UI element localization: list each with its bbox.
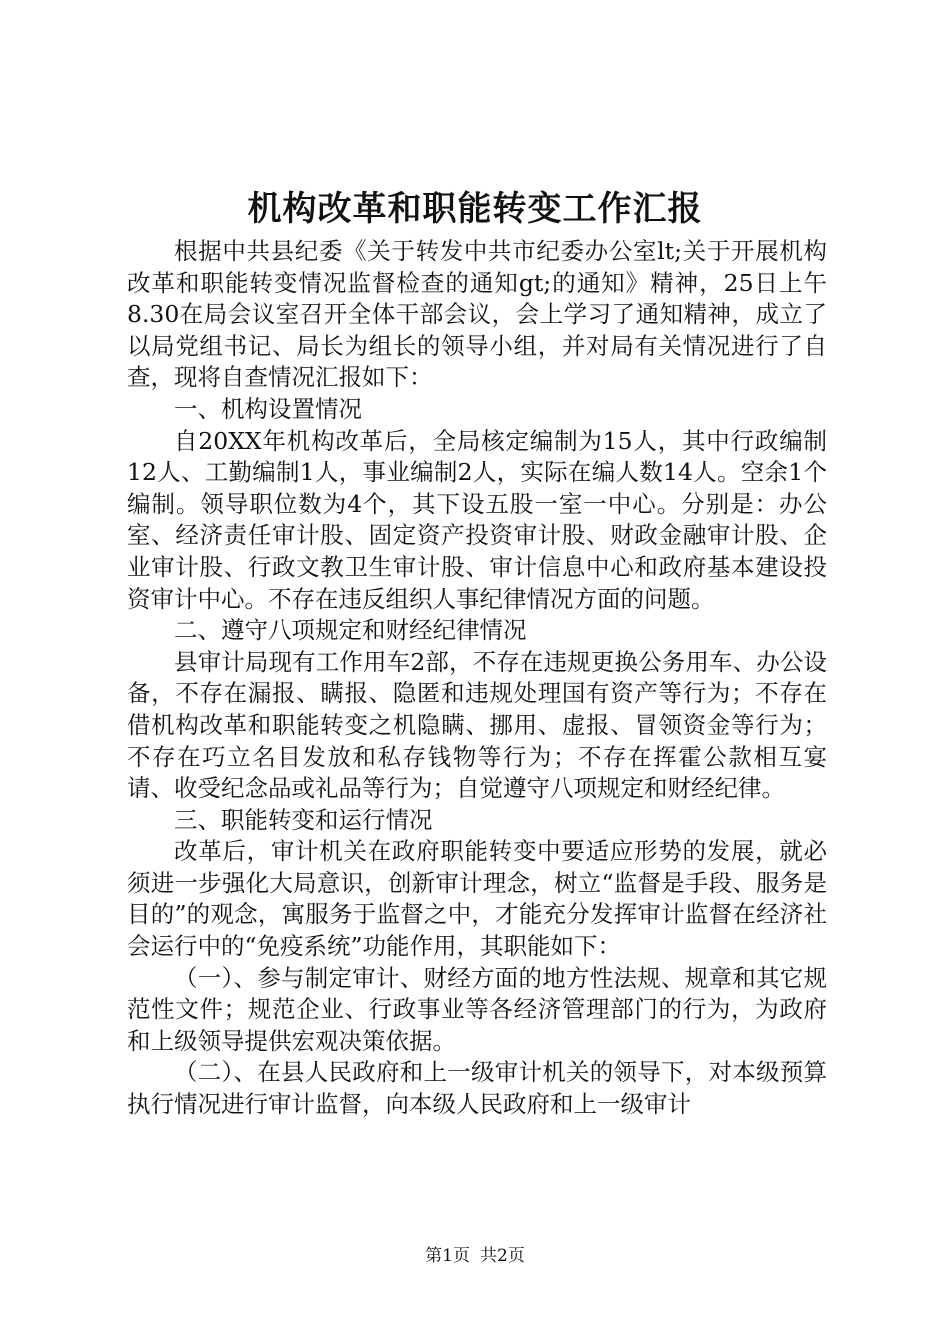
section-2-paragraph: 县审计局现有工作用车2部，不存在违规更换公务用车、办公设备，不存在漏报、瞒报、隐匿和违规处理国有资产等行为；不存在借机构改革和职能转变之机隐瞒、挪用、虚报、冒领资金等行为；不存在巧立名目发放和私存钱物等行为；不存在挥霍公款相互宴请、收受纪念品或礼品等行为；自觉遵守八项规定和财经纪律。	[127, 647, 827, 803]
page-number: 第1页	[425, 1246, 470, 1266]
section-heading-1: 一、机构设置情况	[174, 394, 362, 423]
section-heading-3: 三、职能转变和运行情况	[174, 805, 433, 834]
intro-paragraph: 根据中共县纪委《关于转发中共市纪委办公室lt;关于开展机构改革和职能转变情况监督检查的通知gt;的通知》精神，25日上午8.30在局会议室召开全体干部会议，会上学习了通知精神，成立了以局党组书记、局长为组长的领导小组，并对局有关情况进行了自查，现将自查情况汇报如下：	[127, 237, 827, 392]
function-item-2: （二）、在县人民政府和上一级审计机关的领导下，对本级预算执行情况进行审计监督，向本级人民政府和上一级审计	[127, 1058, 827, 1119]
document-title: 机构改革和职能转变工作汇报	[247, 189, 703, 229]
function-item-1: （一）、参与制定审计、财经方面的地方性法规、规章和其它规范性文件；规范企业、行政事业等各经济管理部门的行为，为政府和上级领导提供宏观决策依据。	[127, 963, 827, 1055]
document-body	[127, 236, 827, 1121]
page-footer	[0, 1244, 950, 1268]
section-3-paragraph: 改革后，审计机关在政府职能转变中要适应形势的发展，就必须进一步强化大局意识，创新审计理念，树立“监督是手段、服务是目的”的观念，寓服务于监督之中，才能充分发挥审计监督在经济社会运行中的“免疫系统”功能作用，其职能如下：	[127, 837, 827, 961]
section-heading-2: 二、遵守八项规定和财经纪律情况	[174, 616, 527, 645]
section-1-paragraph: 自20XX年机构改革后，全局核定编制为15人，其中行政编制12人、工勤编制1人，事业编制2人，实际在编人数14人。空余1个编制。领导职位数为4个，其下设五股一室一中心。分别是：办公室、经济责任审计股、固定资产投资审计股、财政金融审计股、企业审计股、行政文教卫生审计股、审计信息中心和政府基本建设投资审计中心。不存在违反组织人事纪律情况方面的问题。	[127, 426, 827, 613]
page-total: 共2页	[480, 1246, 525, 1266]
